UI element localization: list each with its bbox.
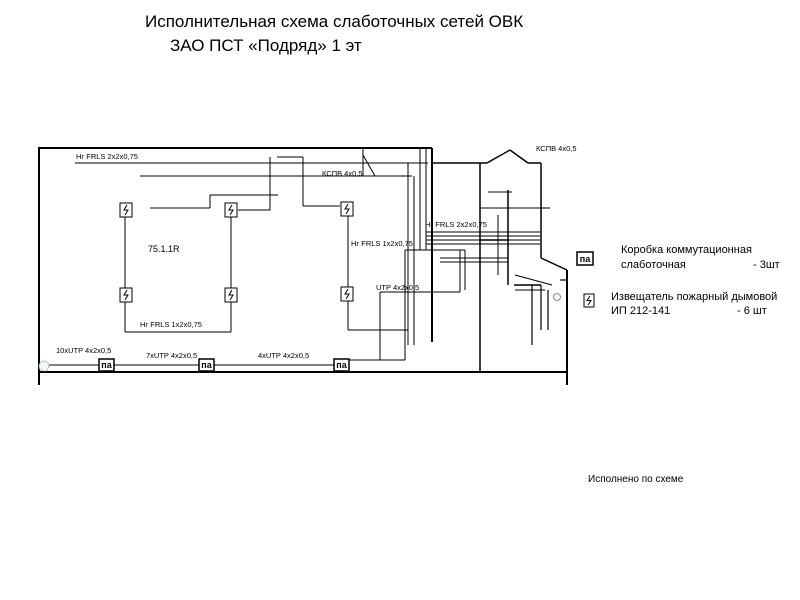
legend-box-quantity: - 3шт <box>753 259 780 271</box>
cable-label: КСПВ 4х0,5 <box>322 169 363 178</box>
junction-box <box>99 359 114 371</box>
smoke-detector <box>341 287 353 301</box>
junction-box-symbol: па <box>579 254 591 264</box>
cable-label: UTP 4х2х0,5 <box>376 283 420 292</box>
cable-routes <box>40 148 552 365</box>
room-label: 75.1.1R <box>148 244 180 254</box>
junction-box <box>199 359 214 371</box>
cable-label: Нг FRLS 1х2х0,75 <box>351 239 413 248</box>
smoke-detector <box>120 203 132 217</box>
legend-box-name: Коробка коммутационная <box>621 244 752 256</box>
legend-box-name-2: слаботочная <box>621 259 686 271</box>
cable-label: Нг FRLS 1х2х0,75 <box>140 320 202 329</box>
smoke-detector <box>225 203 237 217</box>
smoke-detector <box>341 202 353 216</box>
smoke-detector <box>120 288 132 302</box>
diagram-title: Исполнительная схема слаботочных сетей ОВК <box>145 12 524 31</box>
legend-detector-model: ИП 212-141 <box>611 305 671 317</box>
cable-label: Нг FRLS 2х2х0,75 <box>76 152 138 161</box>
legend-junction-box-symbol <box>577 252 593 265</box>
entry-point-marker <box>39 361 49 371</box>
footer-note: Исполнено по схеме <box>588 474 684 485</box>
legend-detector-quantity: - 6 шт <box>737 305 767 317</box>
cable-label: 4хUTP 4х2х0,5 <box>258 351 310 360</box>
legend-smoke-detector-symbol <box>584 294 594 307</box>
smoke-detector <box>225 288 237 302</box>
device-marker <box>554 294 561 301</box>
cable-label: 10хUTP 4х2х0,5 <box>56 346 112 355</box>
junction-box-symbol: па <box>101 360 112 370</box>
junction-box-symbol: па <box>201 360 212 370</box>
junction-box-symbol: па <box>336 360 347 370</box>
legend-detector-name: Извещатель пожарный дымовой <box>611 291 778 303</box>
diagram-subtitle: ЗАО ПСТ «Подряд» 1 эт <box>170 36 362 55</box>
junction-box <box>334 359 349 371</box>
cable-label: Нг FRLS 2х2х0,75 <box>425 220 487 229</box>
cable-label: 7хUTP 4х2х0,5 <box>146 351 198 360</box>
cable-label: КСПВ 4х0,5 <box>536 144 577 153</box>
